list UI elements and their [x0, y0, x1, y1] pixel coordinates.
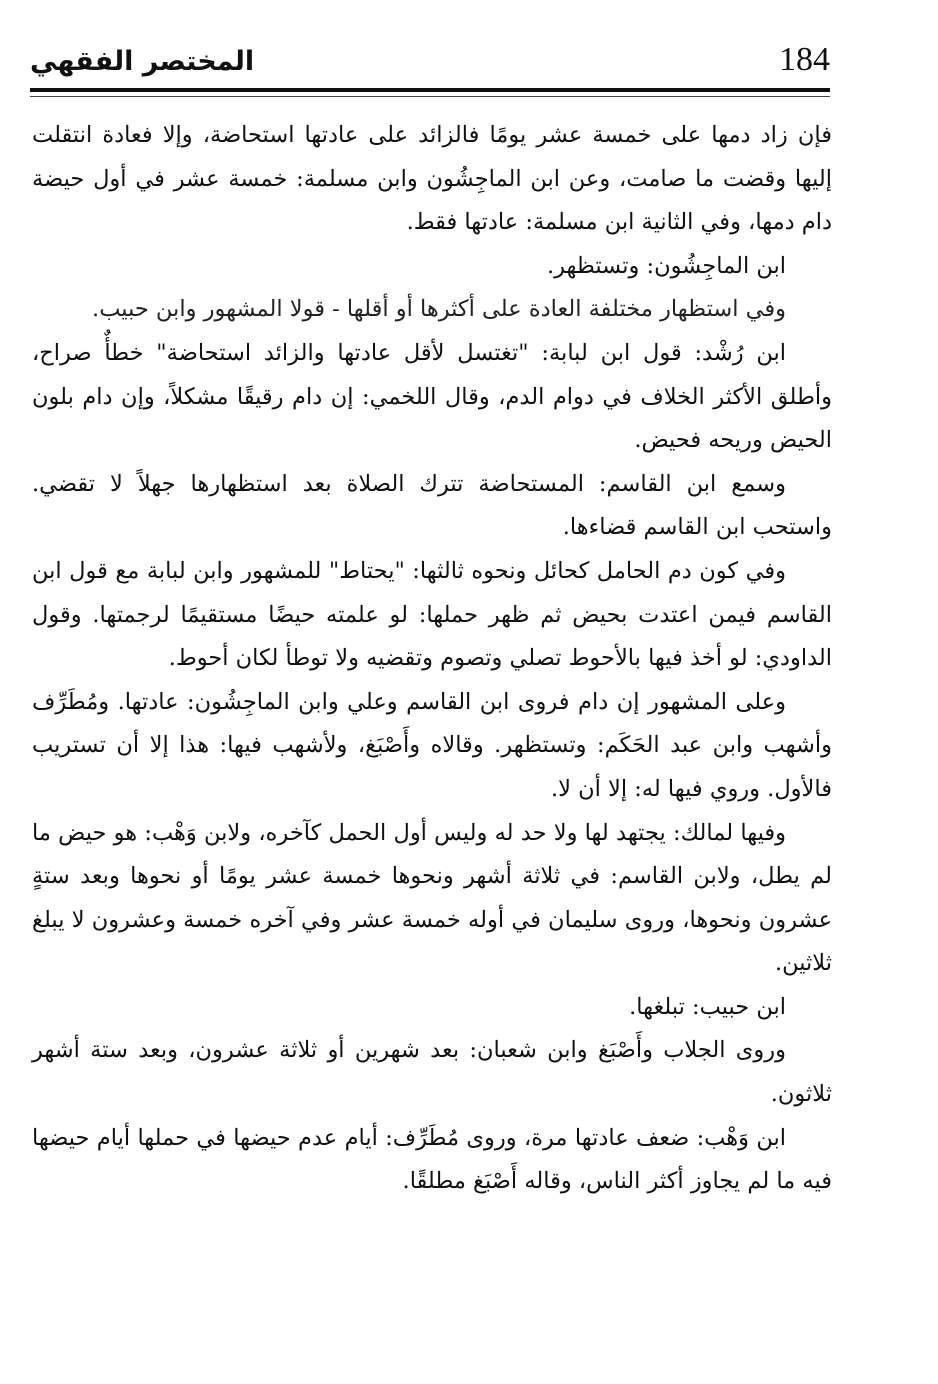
paragraph-6: وفي كون دم الحامل كحائل ونحوه ثالثها: "يحتاط" للمشهور وابن لبابة مع قول ابن القاسم فيمن اعتدت بحيض ثم ظهر حملها: لو علمته حيضًا مستقيمًا لرجمتها. وقول الداودي: لو أخذ فيها بالأحوط تصلي وتصوم وتقضيه ولا توطأ لكان أحوط.: [32, 557, 832, 672]
paragraph-2: ابن الماجِشُون: وتستظهر.: [546, 252, 786, 279]
paragraph-8: وفيها لمالك: يجتهد لها ولا حد له وليس أول الحمل كآخره، ولابن وَهْب: هو حيض ما لم يطل، ولابن القاسم: في ثلاثة أشهر ونحوها خمسة عشر يومًا أو نحوها وبعد ستةٍ عشرون ونحوها، وروى سليمان في أوله خمسة عشر وفي آخره خمسة وعشرون لا يبلغ ثلاثين.: [32, 819, 832, 977]
page-header: [30, 34, 830, 96]
paragraph-9: ابن حبيب: تبلغها.: [629, 993, 786, 1020]
body-text: [32, 114, 832, 1204]
paragraph-10: وروى الجلاب وأَصْبَغ وابن شعبان: بعد شهرين أو ثلاثة عشرون، وبعد ستة أشهر ثلاثون.: [32, 1037, 832, 1108]
paragraph-7: وعلى المشهور إن دام فروى ابن القاسم وعلي وابن الماجِشُون: عادتها. ومُطَرِّف وأشهب وابن عبد الحَكَم: وتستظهر. وقالاه وأَصْبَغ، ولأشهب فيها: هذا إلا أن تستريب فالأول. وروي فيها له: إلا أن لا.: [32, 688, 832, 802]
header-rule-thick: [30, 88, 830, 92]
paragraph-4: ابن رُشْد: قول ابن لبابة: "تغتسل لأقل عادتها والزائد استحاضة" خطأٌ صراح، وأطلق الأكثر الخلاف في دوام الدم، وقال اللخمي: إن دام رقيقًا مشكلاً، وإن دام بلون الحيض وريحه فحيض.: [32, 339, 832, 454]
page-number: 184: [779, 41, 830, 78]
paragraph-11: ابن وَهْب: ضعف عادتها مرة، وروى مُطَرِّف: أيام عدم حيضها في حملها أيام حيضها فيه ما لم يجاوز أكثر الناس، وقاله أَصْبَغ مطلقًا.: [32, 1124, 832, 1195]
header-rule-thin: [30, 96, 830, 97]
paragraph-5: وسمع ابن القاسم: المستحاضة تترك الصلاة بعد استظهارها جهلاً لا تقضي. واستحب ابن القاسم قضاءها.: [32, 470, 832, 541]
running-title: المختصر الفقهي: [30, 46, 255, 77]
paragraph-3: وفي استظهار مختلفة العادة على أكثرها أو أقلها - قولا المشهور وابن حبيب.: [92, 296, 786, 323]
paragraph-1: فإن زاد دمها على خمسة عشر يومًا فالزائد على عادتها استحاضة، وإلا فعادة انتقلت إليها وقضت ما صامت، وعن ابن الماجِشُون وابن مسلمة: خمسة عشر في أول حيضة دام دمها، وفي الثانية ابن مسلمة: عادتها فقط.: [32, 122, 832, 236]
